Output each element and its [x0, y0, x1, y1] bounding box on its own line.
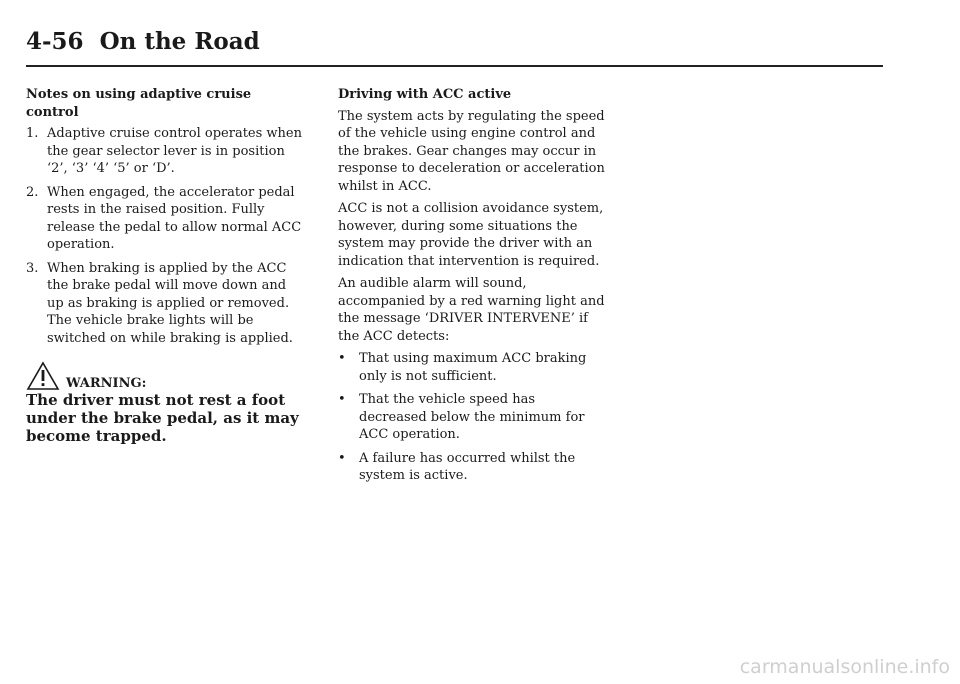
list-item — [338, 450, 606, 485]
page-number: 4-56 — [26, 28, 84, 55]
list-item — [26, 260, 304, 348]
warning-box — [26, 361, 304, 445]
warning-header — [26, 361, 304, 391]
item-number: 1. — [26, 126, 39, 141]
item-number: 3. — [26, 260, 39, 276]
detection-list — [338, 350, 606, 485]
item-text: When braking is applied by the ACC the brake pedal will move down and up as braking is applied or removed. The vehicle brake lights will be switched on while braking is applied. — [47, 260, 293, 346]
list-item — [338, 391, 606, 444]
item-number: 2. — [26, 184, 39, 200]
left-column — [26, 86, 304, 445]
bullet-text: That using maximum ACC braking only is not sufficient. — [359, 351, 587, 384]
bullet-icon: • — [338, 392, 346, 407]
bullet-text: A failure has occurred whilst the system is active. — [359, 450, 576, 483]
list-item — [338, 350, 606, 385]
notes-heading: Notes on using adaptive cruise control — [26, 87, 252, 120]
section-title: On the Road — [99, 28, 260, 55]
list-item — [26, 184, 304, 254]
right-column — [338, 86, 606, 491]
bullet-icon: • — [338, 351, 346, 366]
notes-list — [26, 125, 304, 347]
paragraph: An audible alarm will sound, accompanied by a red warning light and the message ‘DRIVER INTERVENE’ if the ACC detects: — [338, 276, 605, 344]
item-text: Adaptive cruise control operates when the gear selector lever is in position ‘2’, ‘3’ ‘4’ ‘5’ or ‘D’. — [47, 126, 302, 176]
bullet-text: That the vehicle speed has decreased below the minimum for ACC operation. — [359, 392, 585, 442]
list-item — [26, 125, 304, 178]
bullet-icon: • — [338, 450, 346, 466]
item-text: When engaged, the accelerator pedal rests in the raised position. Fully release the pedal to allow normal ACC operation. — [47, 184, 302, 252]
watermark: carmanualsonline.info — [739, 656, 950, 678]
warning-text: The driver must not rest a foot under the brake pedal, as it may become trapped. — [26, 391, 299, 445]
warning-triangle-icon — [26, 361, 60, 391]
paragraph: ACC is not a collision avoidance system, however, during some situations the system may provide the driver with an indication that intervention is required. — [338, 201, 604, 269]
warning-title: WARNING: — [66, 376, 147, 391]
page-header — [26, 28, 260, 55]
acc-active-heading: Driving with ACC active — [338, 87, 512, 102]
header-divider — [26, 65, 883, 67]
paragraph: The system acts by regulating the speed of the vehicle using engine control and the brakes. Gear changes may occur in response to deceleration or acceleration whilst in ACC. — [338, 108, 605, 194]
